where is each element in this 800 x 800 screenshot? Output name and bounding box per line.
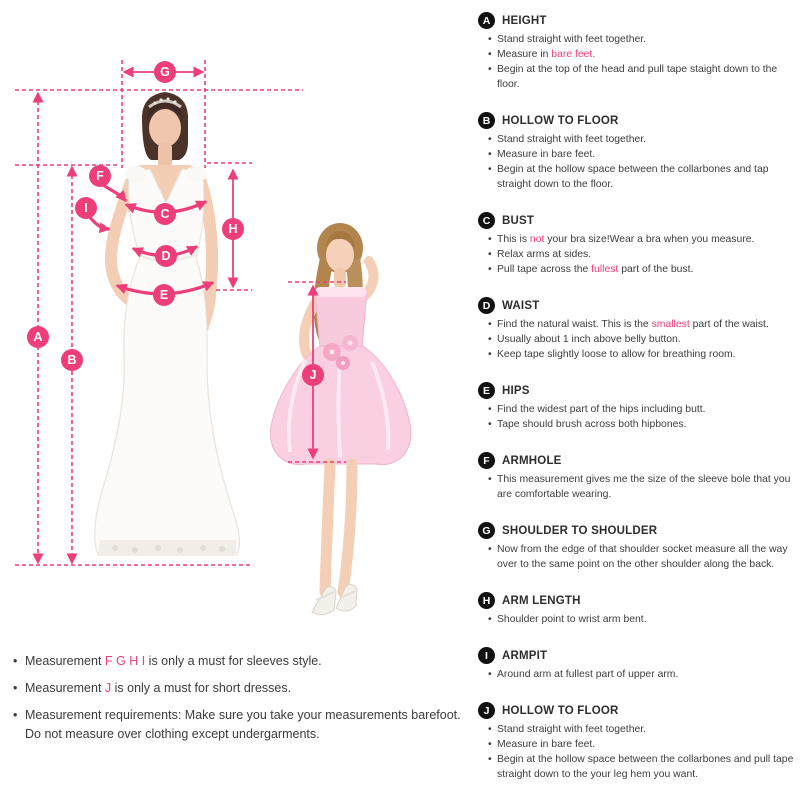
text-segment: part of the waist.: [689, 319, 769, 330]
section-header: [478, 702, 794, 719]
section-letter-badge: B: [478, 112, 495, 129]
instruction-list: [478, 722, 794, 782]
section-title: ARM LENGTH: [502, 594, 581, 607]
section-header: [478, 647, 794, 664]
section-header: [478, 297, 794, 314]
section-title: HOLLOW TO FLOOR: [502, 704, 619, 717]
text-segment: Begin at the top of the head and pull tape staight down to the floor.: [497, 64, 778, 90]
text-segment: This measurement gives me the size of the sleeve bole that you are comfortable wearing.: [497, 474, 791, 500]
highlight-text: bare feet.: [551, 49, 596, 60]
instruction-bullet: [488, 32, 794, 47]
text-segment: Begin at the hollow space between the collarbones and pull tape straight down to the your leg hem you want.: [497, 754, 794, 780]
highlight-text: smallest: [651, 319, 690, 330]
section-title: HIPS: [502, 384, 530, 397]
instruction-list: [478, 402, 794, 432]
section-header: [478, 112, 794, 129]
section-header: [478, 522, 794, 539]
text-segment: is only a must for short dresses.: [111, 681, 292, 695]
pink-dress: [315, 290, 367, 348]
note-line: [13, 679, 465, 698]
measure-label-i: I: [75, 197, 97, 219]
instruction-list: [478, 667, 794, 682]
section-title: HOLLOW TO FLOOR: [502, 114, 619, 127]
instruction-bullet: [488, 62, 794, 92]
instruction-list: [478, 317, 794, 362]
instruction-bullet: [488, 722, 794, 737]
measurement-section-h: [478, 592, 794, 627]
section-letter-badge: H: [478, 592, 495, 609]
bride-figure: [95, 92, 240, 555]
instruction-list: [478, 132, 794, 192]
text-segment: your bra size!Wear a bra when you measure.: [544, 234, 755, 245]
instruction-list: [478, 232, 794, 277]
section-title: HEIGHT: [502, 14, 547, 27]
measurement-section-b: [478, 112, 794, 192]
notes: [13, 652, 465, 752]
section-letter-badge: J: [478, 702, 495, 719]
text-segment: Find the natural waist. This is the: [497, 319, 652, 330]
note-line: [13, 652, 465, 671]
measure-label-c: C: [154, 203, 176, 225]
highlight-text: fullest: [591, 264, 619, 275]
instruction-bullet: [488, 542, 794, 572]
measure-label-g: G: [154, 61, 176, 83]
instruction-bullet: [488, 262, 794, 277]
text-segment: Begin at the hollow space between the collarbones and tap straight down to the floor.: [497, 164, 769, 190]
highlight-text: not: [529, 234, 545, 245]
text-segment: Tape should brush across both hipbones.: [497, 419, 687, 430]
highlight-text: F G H I: [104, 654, 146, 668]
section-letter-badge: F: [478, 452, 495, 469]
section-letter-badge: G: [478, 522, 495, 539]
text-segment: Relax arms at sides.: [497, 249, 592, 260]
section-title: ARMPIT: [502, 649, 548, 662]
text-segment: Measure in: [497, 49, 552, 60]
instruction-bullet: [488, 162, 794, 192]
text-segment: Stand straight with feet together.: [497, 34, 647, 45]
text-segment: is only a must for sleeves style.: [145, 654, 322, 668]
text-segment: Stand straight with feet together.: [497, 134, 647, 145]
instruction-bullet: [488, 132, 794, 147]
section-header: [478, 212, 794, 229]
measurement-section-e: [478, 382, 794, 432]
instruction-bullet: [488, 247, 794, 262]
instruction-bullet: [488, 332, 794, 347]
text-segment: part of the bust.: [618, 264, 694, 275]
instruction-bullet: [488, 752, 794, 782]
instruction-list: [478, 542, 794, 572]
text-segment: Measure in bare feet.: [497, 149, 596, 160]
instruction-list: [478, 612, 794, 627]
instruction-bullet: [488, 472, 794, 502]
note-line: [13, 706, 465, 744]
section-title: SHOULDER TO SHOULDER: [502, 524, 658, 537]
measure-label-e: E: [153, 284, 175, 306]
text-segment: Around arm at fullest part of upper arm.: [497, 669, 679, 680]
measure-label-a: A: [27, 326, 49, 348]
text-segment: Usually about 1 inch above belly button.: [497, 334, 681, 345]
section-title: WAIST: [502, 299, 540, 312]
measurement-section-i: [478, 647, 794, 682]
instruction-bullet: [488, 737, 794, 752]
measure-label-f: F: [89, 165, 111, 187]
section-header: [478, 12, 794, 29]
instruction-bullet: [488, 147, 794, 162]
measurement-section-g: [478, 522, 794, 572]
text-segment: Measurement: [25, 681, 105, 695]
section-letter-badge: D: [478, 297, 495, 314]
text-segment: Keep tape slightly loose to allow for breathing room.: [497, 349, 736, 360]
measure-label-j: J: [302, 364, 324, 386]
shoes: [312, 587, 336, 615]
measurement-section-f: [478, 452, 794, 502]
highlight-text: J: [104, 681, 112, 695]
instruction-bullet: [488, 347, 794, 362]
instruction-bullet: [488, 317, 794, 332]
text-segment: Measure in bare feet.: [497, 739, 596, 750]
text-segment: Measurement requirements: Make sure you take your measurements barefoot. Do not measure over clothing except undergarments.: [25, 708, 461, 741]
instruction-bullet: [488, 612, 794, 627]
measure-label-b: B: [61, 349, 83, 371]
section-header: [478, 592, 794, 609]
instruction-bullet: [488, 667, 794, 682]
instruction-bullet: [488, 47, 794, 62]
instruction-list: [478, 472, 794, 502]
section-title: BUST: [502, 214, 535, 227]
text-segment: This is: [497, 234, 530, 245]
section-header: [478, 452, 794, 469]
text-segment: Pull tape across the: [497, 264, 592, 275]
text-segment: Shoulder point to wrist arm bent.: [497, 614, 647, 625]
measurement-guide: [478, 12, 794, 800]
measurement-section-j: [478, 702, 794, 782]
section-letter-badge: C: [478, 212, 495, 229]
section-letter-badge: E: [478, 382, 495, 399]
section-header: [478, 382, 794, 399]
measurement-section-c: [478, 212, 794, 277]
measurement-section-d: [478, 297, 794, 362]
instruction-bullet: [488, 402, 794, 417]
text-segment: Stand straight with feet together.: [497, 724, 647, 735]
measurement-section-a: [478, 12, 794, 92]
measure-label-d: D: [155, 245, 177, 267]
text-segment: Find the widest part of the hips including butt.: [497, 404, 706, 415]
instruction-bullet: [488, 417, 794, 432]
instruction-list: [478, 32, 794, 92]
section-letter-badge: I: [478, 647, 495, 664]
section-letter-badge: A: [478, 12, 495, 29]
instruction-bullet: [488, 232, 794, 247]
text-segment: Now from the edge of that shoulder socket measure all the way over to the same point on the other shoulder along the back.: [497, 544, 788, 570]
section-title: ARMHOLE: [502, 454, 562, 467]
text-segment: Measurement: [25, 654, 105, 668]
measure-label-h: H: [222, 218, 244, 240]
